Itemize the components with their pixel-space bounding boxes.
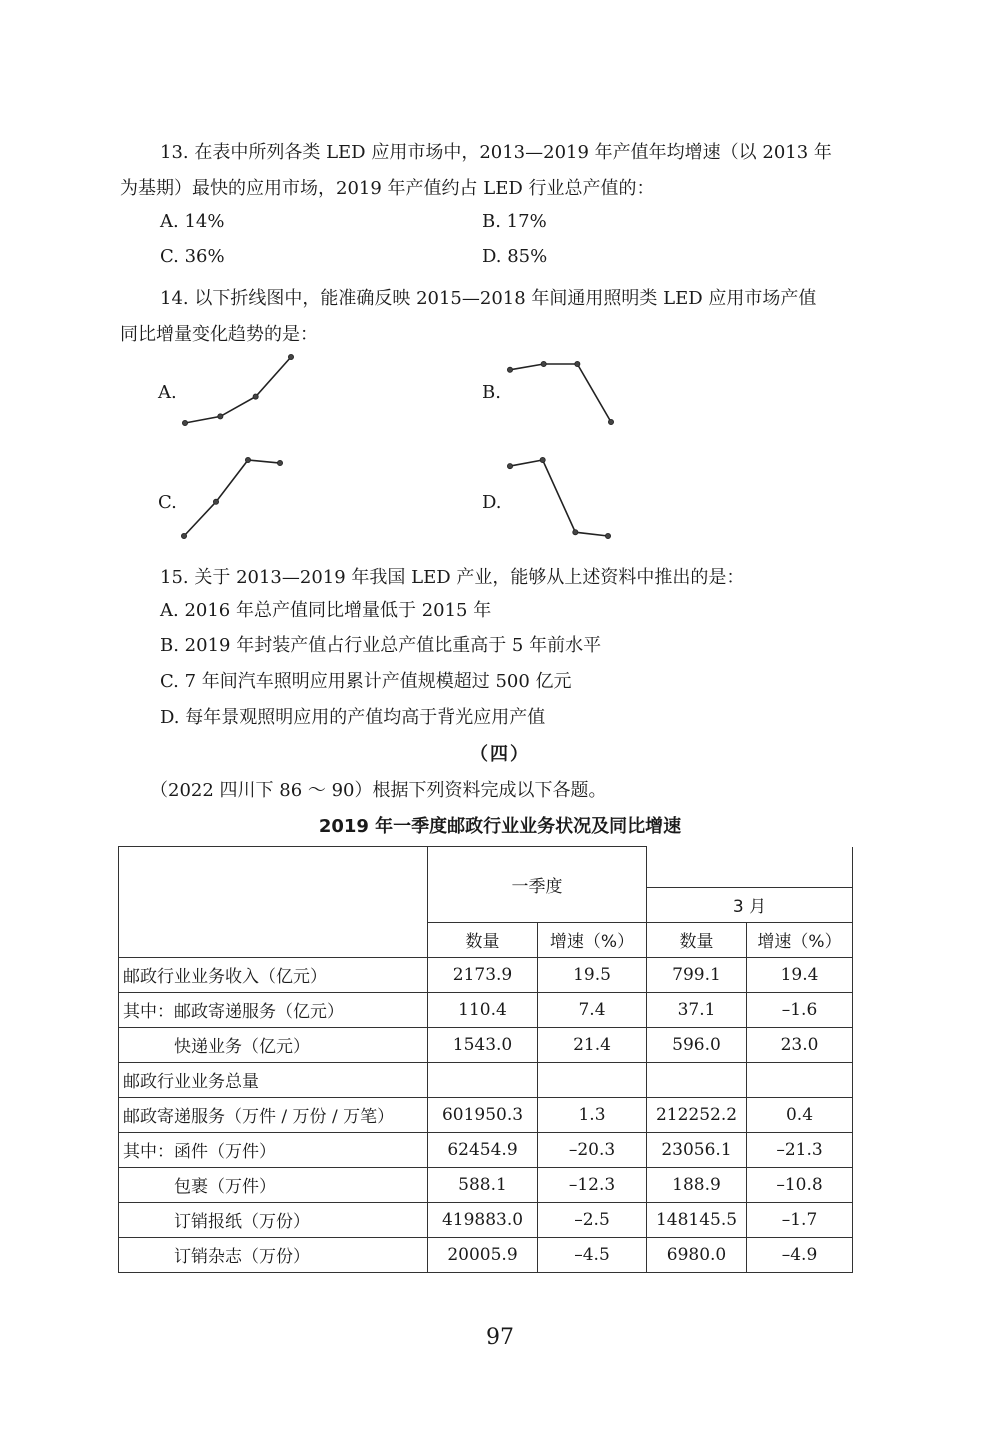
header-q1-rate: 增速（%） xyxy=(538,922,647,957)
march-rate-cell: –4.9 xyxy=(747,1237,853,1272)
q15-option-d: D. 每年景观照明应用的产值均高于背光应用产值 xyxy=(160,707,546,728)
section-source: （2022 四川下 86 ～ 90）根据下列资料完成以下各题。 xyxy=(150,780,607,801)
march-qty-cell: 6980.0 xyxy=(647,1237,747,1272)
table-row xyxy=(119,957,853,992)
q14-chart-a-label: A. xyxy=(158,382,177,403)
q1-qty-cell: 20005.9 xyxy=(428,1237,538,1272)
q1-rate-cell: 19.5 xyxy=(538,957,647,992)
row-label: 其中：函件（万件） xyxy=(119,1132,428,1167)
q1-qty-cell: 62454.9 xyxy=(428,1132,538,1167)
q15-option-a: A. 2016 年总产值同比增量低于 2015 年 xyxy=(160,600,492,621)
table-row xyxy=(119,1097,853,1132)
q14-chart-c-label: C. xyxy=(158,492,177,513)
march-rate-cell: –1.6 xyxy=(747,992,853,1027)
row-label: 订销杂志（万份） xyxy=(119,1237,428,1272)
q1-rate-cell xyxy=(538,1062,647,1097)
trend-point-1 xyxy=(507,367,512,372)
q13-option-b: B. 17% xyxy=(482,211,547,232)
march-rate-cell: –10.8 xyxy=(747,1167,853,1202)
q15-option-c: C. 7 年间汽车照明应用累计产值规模超过 500 亿元 xyxy=(160,671,572,692)
q14-chart-a xyxy=(183,355,293,425)
q13-line1: 13. 在表中所列各类 LED 应用市场中，2013—2019 年产值年均增速（以 2013 年 xyxy=(160,142,832,163)
q13-option-c: C. 36% xyxy=(160,246,225,267)
march-rate-cell: 19.4 xyxy=(747,957,853,992)
q1-rate-cell: 7.4 xyxy=(538,992,647,1027)
table-row xyxy=(119,1062,853,1097)
march-qty-cell: 799.1 xyxy=(647,957,747,992)
header-march-qty: 数量 xyxy=(647,922,747,957)
row-label: 快递业务（亿元） xyxy=(119,1027,428,1062)
header-march-rate: 增速（%） xyxy=(747,922,853,957)
march-rate-cell: 0.4 xyxy=(747,1097,853,1132)
header-march: 3 月 xyxy=(647,887,853,922)
trend-point-1 xyxy=(507,463,512,468)
table-row xyxy=(119,992,853,1027)
trend-line xyxy=(510,364,611,422)
march-qty-cell: 23056.1 xyxy=(647,1132,747,1167)
q1-qty-cell xyxy=(428,1062,538,1097)
trend-line xyxy=(185,357,291,423)
trend-point-3 xyxy=(573,530,578,535)
trend-point-3 xyxy=(245,457,250,462)
row-label: 包裹（万件） xyxy=(119,1167,428,1202)
row-label: 订销报纸（万份） xyxy=(119,1202,428,1237)
march-rate-cell: 23.0 xyxy=(747,1027,853,1062)
q15-line1: 15. 关于 2013—2019 年我国 LED 产业，能够从上述资料中推出的是： xyxy=(160,567,745,588)
table-row xyxy=(119,1027,853,1062)
q14-chart-d xyxy=(508,458,610,538)
march-rate-cell: –1.7 xyxy=(747,1202,853,1237)
q15-option-b: B. 2019 年封装产值占行业总产值比重高于 5 年前水平 xyxy=(160,635,602,656)
q1-qty-cell: 2173.9 xyxy=(428,957,538,992)
march-qty-cell: 148145.5 xyxy=(647,1202,747,1237)
q14-chart-b-label: B. xyxy=(482,382,501,403)
q14-chart-b xyxy=(508,362,613,424)
march-qty-cell: 212252.2 xyxy=(647,1097,747,1132)
trend-point-2 xyxy=(540,457,545,462)
march-qty-cell xyxy=(647,1062,747,1097)
header-q1-qty: 数量 xyxy=(428,922,538,957)
header-q1: 一季度 xyxy=(428,847,647,923)
trend-point-1 xyxy=(182,420,187,425)
q1-rate-cell: 21.4 xyxy=(538,1027,647,1062)
march-qty-cell: 188.9 xyxy=(647,1167,747,1202)
trend-point-1 xyxy=(181,533,186,538)
trend-point-4 xyxy=(605,533,610,538)
trend-point-2 xyxy=(213,499,218,504)
q1-rate-cell: –2.5 xyxy=(538,1202,647,1237)
page-number: 97 xyxy=(486,1325,514,1350)
q1-rate-cell: 1.3 xyxy=(538,1097,647,1132)
q1-rate-cell: –12.3 xyxy=(538,1167,647,1202)
table-row xyxy=(119,1132,853,1167)
trend-point-4 xyxy=(608,419,613,424)
trend-point-3 xyxy=(575,361,580,366)
q13-line2: 为基期）最快的应用市场，2019 年产值约占 LED 行业总产值的： xyxy=(120,178,655,199)
table-corner-cell xyxy=(119,847,428,958)
q14-line2: 同比增量变化趋势的是： xyxy=(120,324,318,345)
trend-point-4 xyxy=(288,354,293,359)
trend-line xyxy=(510,460,608,536)
section-title: （四） xyxy=(470,744,530,765)
q1-qty-cell: 601950.3 xyxy=(428,1097,538,1132)
row-label: 邮政行业业务总量 xyxy=(119,1062,428,1097)
table-row xyxy=(119,1202,853,1237)
q1-rate-cell: –4.5 xyxy=(538,1237,647,1272)
trend-point-4 xyxy=(277,460,282,465)
table-row xyxy=(119,1237,853,1272)
march-qty-cell: 37.1 xyxy=(647,992,747,1027)
trend-point-2 xyxy=(218,414,223,419)
q13-option-a: A. 14% xyxy=(160,211,225,232)
q13-option-d: D. 85% xyxy=(482,246,548,267)
trend-line xyxy=(184,460,280,536)
trend-point-3 xyxy=(253,394,258,399)
q1-qty-cell: 588.1 xyxy=(428,1167,538,1202)
trend-point-2 xyxy=(541,361,546,366)
q1-qty-cell: 1543.0 xyxy=(428,1027,538,1062)
march-rate-cell: –21.3 xyxy=(747,1132,853,1167)
q1-qty-cell: 110.4 xyxy=(428,992,538,1027)
row-label: 邮政寄递服务（万件 / 万份 / 万笔） xyxy=(119,1097,428,1132)
row-label: 其中：邮政寄递服务（亿元） xyxy=(119,992,428,1027)
postal-table xyxy=(118,846,853,1273)
q14-chart-c xyxy=(182,458,282,538)
march-rate-cell xyxy=(747,1062,853,1097)
march-qty-cell: 596.0 xyxy=(647,1027,747,1062)
row-label: 邮政行业业务收入（亿元） xyxy=(119,957,428,992)
q1-qty-cell: 419883.0 xyxy=(428,1202,538,1237)
table-row xyxy=(119,1167,853,1202)
header-spacer xyxy=(647,847,853,888)
q14-chart-d-label: D. xyxy=(482,492,502,513)
q14-line1: 14. 以下折线图中，能准确反映 2015—2018 年间通用照明类 LED 应用市场产值 xyxy=(160,288,817,309)
table-title: 2019 年一季度邮政行业业务状况及同比增速 xyxy=(318,816,682,837)
q1-rate-cell: –20.3 xyxy=(538,1132,647,1167)
